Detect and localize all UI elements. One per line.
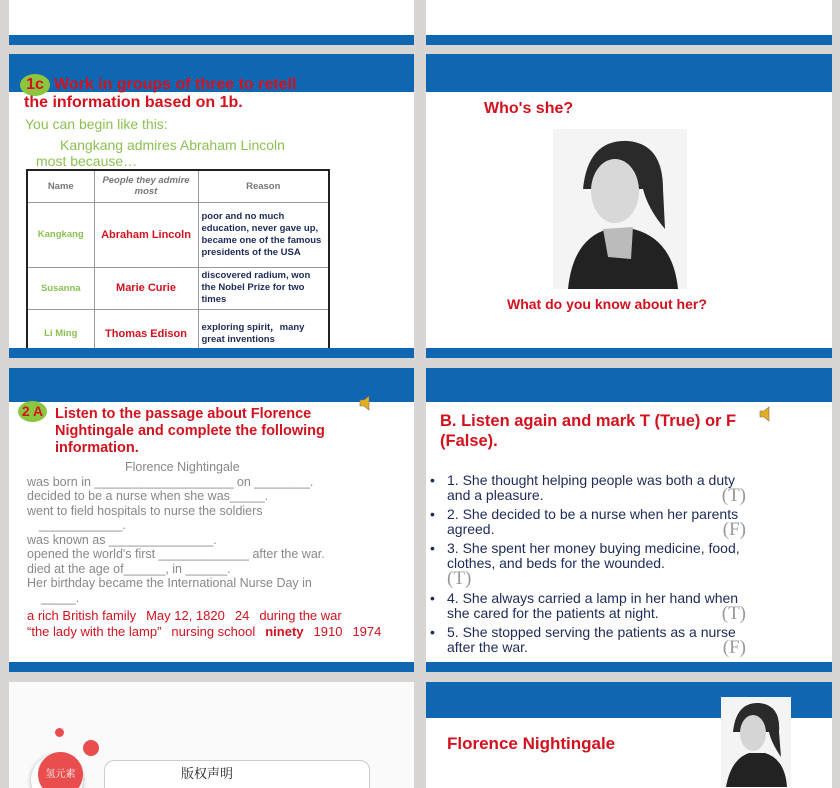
item-text: 2. She decided to be a nurse when her parents agreed. [447,506,739,537]
answer-text: during the war [259,608,342,623]
item-text: 5. She stopped serving the patients as a nurse after the war. [447,624,736,655]
tf-answer: (F) [722,637,746,658]
table-row [27,267,329,309]
list-item [428,472,758,506]
admire-table [26,169,330,358]
col-header: Reason [198,170,329,202]
header-bar [426,368,832,402]
portrait-image [721,697,791,787]
decor-dot [55,728,64,737]
answer-text: 24 [234,608,250,623]
speaker-icon[interactable] [359,395,373,411]
example-line1: Kangkang admires Abraham Lincoln [60,137,285,153]
slide-thumbnail-2b[interactable] [426,368,832,672]
slide-thumbnail-2a[interactable] [9,368,414,672]
tf-answer: (T) [447,568,472,589]
decor-dot [83,740,99,756]
slide-title: Florence Nightingale [447,734,616,753]
notice-box [104,760,370,788]
item-text: 1. She thought helping people was both a duty and a pleasure. [447,472,735,503]
header-bar [9,368,414,402]
list-item [428,590,758,624]
passage-line: Her birthday became the International Nurse Day in [27,576,312,590]
speaker-icon[interactable] [759,406,773,422]
slide-thumbnail-whos-she[interactable] [426,54,832,358]
slide-title: Listen to the passage about Florence Nightingale and complete the following information. [55,406,325,456]
tf-answer: (F) [722,519,746,540]
slide-title-line1: Work in groups of three to retell [54,76,297,93]
slide-thumbnail-2[interactable] [426,0,832,45]
item-text: 4. She always carried a lamp in her hand when she cared for the patients at night. [447,590,739,621]
example-line2: most because… [36,153,138,169]
answer-text: 1910 [313,624,343,639]
slide-thumbnail-copyright[interactable] [9,682,414,788]
tf-answer: (T) [721,485,746,506]
passage-line: went to field hospitals to nurse the soldiers [27,503,263,518]
footer-bar [426,35,832,45]
list-item [428,506,758,540]
slide-thumbnail-florence[interactable] [426,682,832,788]
portrait-image [553,129,687,289]
cell-reason: poor and no much education, never gave up, became one of the famous presidents of the USA [198,202,329,267]
passage-line: was known as _______________. [27,532,217,547]
answer-text: a rich British family [27,608,137,623]
table-row [27,202,329,267]
passage-line: was born in ____________________ on ________. [27,474,314,489]
answer-text: May 12, 1820 [146,608,225,623]
cell-name: Kangkang [27,202,94,267]
passage-line: ____________. [39,518,126,532]
answers [27,608,402,640]
tf-list [428,473,758,659]
question-text: Who's she? [484,100,574,117]
passage-line: opened the world's first _____________ after the war. [27,547,325,561]
slide-title-line2: the information based on 1b. [24,94,243,111]
answer-text: 1974 [352,624,382,639]
slide-thumbnail-1c[interactable] [9,54,414,358]
col-header: Name [27,170,94,202]
passage-line: decided to be a nurse when she was_____. [27,489,269,503]
footer-bar [9,662,414,672]
section-badge: 2 A [18,401,47,422]
answer-text: ninety [265,624,304,639]
footer-bar [9,35,414,45]
answer-text: “the lady with the lamp” [27,624,162,639]
item-text: 3. She spent her money buying medicine, food, clothes, and beds for the wounded. [447,540,740,571]
notice-heading: 版权声明 [181,766,234,781]
tf-answer: (T) [721,603,746,624]
logo-circle: 氢元素 [38,752,83,788]
slide-thumbnail-1[interactable] [9,0,414,45]
answer-text: nursing school [171,624,256,639]
passage-line: Florence Nightingale [125,460,240,474]
passage-line: _____. [41,590,80,605]
section-badge: 1c [20,74,50,96]
passage-line: died at the age of______, in ______. [27,561,231,576]
cell-name: Li Ming [27,309,94,358]
cell-person: Abraham Lincoln [94,202,198,267]
cell-name: Susanna [27,267,94,309]
footer-bar [426,662,832,672]
cell-person: Thomas Edison [94,309,198,358]
header-bar [426,54,832,92]
list-item [428,541,758,587]
passage [27,460,407,605]
slide-title: B. Listen again and mark T (True) or F (False). [440,412,737,450]
col-header: People they admire most [94,170,198,202]
prompt-text: What do you know about her? [507,296,707,312]
footer-bar [9,348,414,358]
cell-reason: exploring spirit，many great inventions [198,309,329,358]
cell-reason: discovered radium, won the Nobel Prize for two times [198,267,329,309]
list-item [428,624,758,658]
hint-text: You can begin like this: [25,116,168,132]
footer-bar [426,348,832,358]
cell-person: Marie Curie [94,267,198,309]
